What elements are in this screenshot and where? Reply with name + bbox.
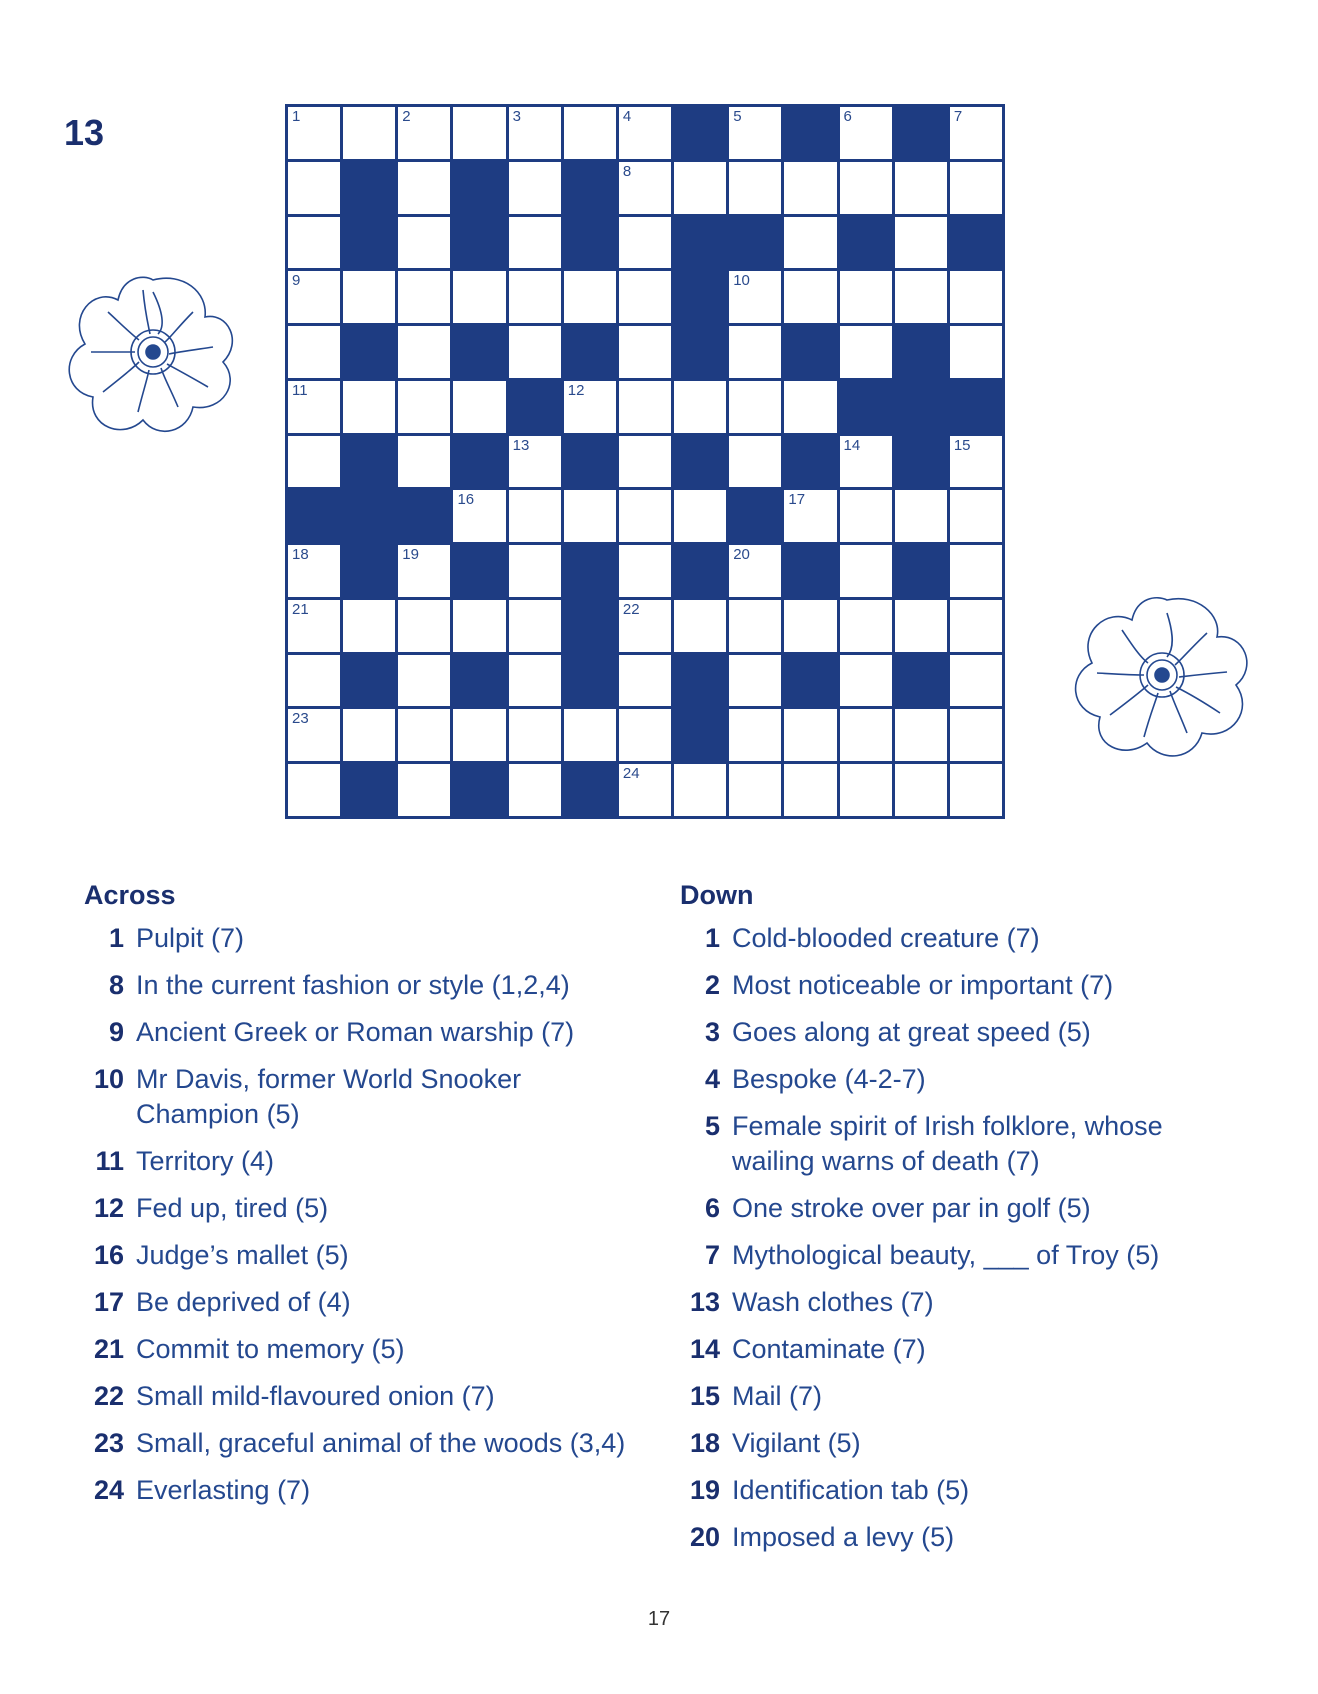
grid-cell[interactable] bbox=[619, 545, 671, 597]
grid-block bbox=[674, 545, 726, 597]
grid-cell[interactable] bbox=[619, 600, 671, 652]
grid-cell[interactable] bbox=[784, 381, 836, 433]
grid-block bbox=[343, 436, 395, 488]
grid-cell[interactable] bbox=[564, 107, 616, 159]
down-heading: Down bbox=[680, 880, 754, 910]
grid-cell[interactable] bbox=[895, 162, 947, 214]
grid-cell[interactable] bbox=[895, 764, 947, 816]
grid-block bbox=[343, 217, 395, 269]
grid-cell[interactable] bbox=[729, 655, 781, 707]
grid-cell[interactable] bbox=[784, 217, 836, 269]
grid-cell[interactable] bbox=[398, 217, 450, 269]
cell-number: 6 bbox=[843, 108, 852, 125]
grid-cell[interactable] bbox=[398, 162, 450, 214]
grid-cell[interactable] bbox=[729, 600, 781, 652]
clue-text: Fed up, tired (5) bbox=[136, 1193, 329, 1223]
across-clue bbox=[84, 1062, 644, 1132]
across-clue bbox=[84, 1426, 644, 1461]
grid-cell[interactable] bbox=[729, 271, 781, 323]
grid-cell[interactable] bbox=[784, 764, 836, 816]
grid-cell[interactable] bbox=[784, 600, 836, 652]
clue-number: 20 bbox=[689, 1522, 720, 1552]
grid-cell[interactable] bbox=[729, 436, 781, 488]
grid-cell[interactable] bbox=[784, 162, 836, 214]
clue-text: In the current fashion or style (1,2,4) bbox=[136, 970, 570, 1000]
clue-text: Everlasting (7) bbox=[136, 1475, 311, 1505]
down-clue bbox=[680, 1379, 1240, 1414]
grid-cell[interactable] bbox=[950, 545, 1002, 597]
down-clue bbox=[680, 1109, 1240, 1179]
clue-number: 1 bbox=[108, 923, 124, 953]
grid-cell[interactable] bbox=[398, 381, 450, 433]
grid-block bbox=[674, 107, 726, 159]
grid-cell[interactable] bbox=[840, 490, 892, 542]
cell-number: 13 bbox=[512, 436, 530, 454]
grid-block bbox=[784, 436, 836, 488]
cell-number: 10 bbox=[733, 272, 750, 290]
clue-text: Small mild-flavoured onion (7) bbox=[136, 1381, 495, 1411]
grid-block bbox=[729, 217, 781, 269]
grid-block bbox=[343, 162, 395, 214]
clue-number: 3 bbox=[704, 1017, 720, 1047]
grid-block bbox=[453, 217, 505, 269]
clue-text: Wash clothes (7) bbox=[732, 1287, 934, 1317]
grid-block bbox=[674, 436, 726, 488]
grid-cell[interactable] bbox=[674, 381, 726, 433]
grid-cell[interactable] bbox=[288, 271, 340, 323]
grid-block bbox=[784, 655, 836, 707]
grid-block bbox=[564, 436, 616, 488]
grid-block bbox=[453, 326, 505, 378]
grid-block bbox=[784, 326, 836, 378]
grid-cell[interactable] bbox=[453, 600, 505, 652]
grid-cell[interactable] bbox=[288, 217, 340, 269]
grid-cell[interactable] bbox=[840, 107, 892, 159]
grid-cell[interactable] bbox=[288, 436, 340, 488]
across-heading: Across bbox=[84, 880, 176, 910]
grid-cell[interactable] bbox=[398, 326, 450, 378]
grid-cell[interactable] bbox=[343, 381, 395, 433]
grid-cell[interactable] bbox=[453, 490, 505, 542]
cell-number: 12 bbox=[567, 381, 585, 399]
grid-block bbox=[453, 655, 505, 707]
grid-block bbox=[288, 490, 340, 542]
down-clue bbox=[680, 1473, 1240, 1508]
grid-block bbox=[895, 655, 947, 707]
grid-block bbox=[674, 709, 726, 761]
crossword-grid bbox=[285, 104, 1005, 819]
grid-cell[interactable] bbox=[729, 545, 781, 597]
grid-cell[interactable] bbox=[564, 709, 616, 761]
grid-cell[interactable] bbox=[840, 271, 892, 323]
grid-block bbox=[784, 107, 836, 159]
grid-block bbox=[343, 764, 395, 816]
grid-cell[interactable] bbox=[288, 381, 340, 433]
grid-cell[interactable] bbox=[619, 162, 671, 214]
grid-cell[interactable] bbox=[288, 655, 340, 707]
clue-text: Bespoke (4-2-7) bbox=[732, 1064, 926, 1094]
grid-cell[interactable] bbox=[398, 764, 450, 816]
across-clue bbox=[84, 1191, 644, 1226]
grid-cell[interactable] bbox=[453, 107, 505, 159]
grid-cell[interactable] bbox=[509, 107, 561, 159]
grid-block bbox=[895, 545, 947, 597]
grid-block bbox=[453, 436, 505, 488]
grid-cell[interactable] bbox=[398, 436, 450, 488]
cell-number: 14 bbox=[843, 436, 861, 454]
flower-illustration-right bbox=[1062, 585, 1262, 765]
down-clue bbox=[680, 1426, 1240, 1461]
clue-number: 22 bbox=[93, 1381, 124, 1411]
cell-number: 8 bbox=[622, 162, 632, 180]
clue-text: Identification tab (5) bbox=[732, 1475, 970, 1505]
grid-cell[interactable] bbox=[784, 709, 836, 761]
grid-cell[interactable] bbox=[729, 764, 781, 816]
cell-number: 2 bbox=[402, 108, 411, 125]
clue-number: 6 bbox=[704, 1193, 720, 1223]
grid-block bbox=[564, 162, 616, 214]
grid-cell[interactable] bbox=[619, 490, 671, 542]
clue-text: One stroke over par in golf (5) bbox=[732, 1193, 1091, 1223]
grid-cell[interactable] bbox=[950, 326, 1002, 378]
grid-cell[interactable] bbox=[398, 271, 450, 323]
cell-number: 5 bbox=[733, 108, 742, 125]
clue-number: 10 bbox=[93, 1064, 124, 1094]
grid-cell[interactable] bbox=[509, 764, 561, 816]
grid-cell[interactable] bbox=[840, 545, 892, 597]
cell-number: 11 bbox=[292, 381, 308, 399]
grid-cell[interactable] bbox=[840, 162, 892, 214]
grid-cell[interactable] bbox=[288, 545, 340, 597]
down-clue bbox=[680, 1285, 1240, 1320]
clue-text: Commit to memory (5) bbox=[136, 1334, 405, 1364]
cell-number: 21 bbox=[292, 600, 309, 618]
down-clue bbox=[680, 968, 1240, 1003]
grid-block bbox=[564, 217, 616, 269]
grid-cell[interactable] bbox=[784, 490, 836, 542]
clue-number: 7 bbox=[704, 1240, 720, 1270]
grid-block bbox=[343, 545, 395, 597]
grid-cell[interactable] bbox=[840, 655, 892, 707]
clue-number: 21 bbox=[93, 1334, 124, 1364]
across-clue bbox=[84, 921, 644, 956]
grid-block bbox=[343, 326, 395, 378]
clue-text: Vigilant (5) bbox=[732, 1428, 861, 1458]
clue-number: 23 bbox=[93, 1428, 124, 1458]
grid-cell[interactable] bbox=[840, 436, 892, 488]
grid-block bbox=[674, 326, 726, 378]
grid-cell[interactable] bbox=[619, 271, 671, 323]
grid-cell[interactable] bbox=[674, 162, 726, 214]
clue-text: Small, graceful animal of the woods (3,4) bbox=[136, 1428, 626, 1458]
grid-block bbox=[453, 764, 505, 816]
cell-number: 20 bbox=[733, 546, 750, 564]
grid-cell[interactable] bbox=[509, 162, 561, 214]
across-clue bbox=[84, 1285, 644, 1320]
grid-cell[interactable] bbox=[784, 271, 836, 323]
clue-number: 1 bbox=[704, 923, 720, 953]
clue-text: Ancient Greek or Roman warship (7) bbox=[136, 1017, 575, 1047]
grid-cell[interactable] bbox=[950, 490, 1002, 542]
cell-number: 1 bbox=[292, 108, 301, 125]
clue-text: Territory (4) bbox=[136, 1146, 275, 1176]
clue-number: 11 bbox=[95, 1146, 124, 1176]
grid-block bbox=[895, 326, 947, 378]
grid-cell[interactable] bbox=[895, 271, 947, 323]
clue-text: Mr Davis, former World Snooker Champion (5) bbox=[136, 1064, 522, 1129]
down-clue bbox=[680, 1520, 1240, 1555]
clue-number: 13 bbox=[689, 1287, 720, 1317]
down-clues bbox=[680, 880, 1240, 1567]
cell-number: 23 bbox=[292, 710, 309, 728]
across-clue bbox=[84, 1379, 644, 1414]
grid-cell[interactable] bbox=[729, 162, 781, 214]
cell-number: 16 bbox=[457, 491, 475, 509]
grid-block bbox=[564, 326, 616, 378]
page-number: 17 bbox=[647, 1608, 671, 1630]
grid-cell[interactable] bbox=[729, 107, 781, 159]
across-clue bbox=[84, 1473, 644, 1508]
grid-block bbox=[343, 655, 395, 707]
grid-cell[interactable] bbox=[950, 162, 1002, 214]
clue-text: Female spirit of Irish folklore, whose wailing warns of death (7) bbox=[732, 1111, 1163, 1176]
grid-cell[interactable] bbox=[950, 655, 1002, 707]
across-clue bbox=[84, 1238, 644, 1273]
grid-cell[interactable] bbox=[564, 271, 616, 323]
grid-block bbox=[564, 600, 616, 652]
cell-number: 7 bbox=[953, 108, 963, 125]
grid-cell[interactable] bbox=[950, 764, 1002, 816]
clue-number: 24 bbox=[93, 1475, 124, 1505]
grid-cell[interactable] bbox=[950, 271, 1002, 323]
cell-number: 22 bbox=[622, 600, 640, 618]
grid-cell[interactable] bbox=[619, 217, 671, 269]
clue-number: 15 bbox=[689, 1381, 720, 1411]
grid-cell[interactable] bbox=[398, 709, 450, 761]
grid-block bbox=[674, 655, 726, 707]
clue-text: Imposed a levy (5) bbox=[732, 1522, 955, 1552]
grid-cell[interactable] bbox=[840, 600, 892, 652]
grid-cell[interactable] bbox=[509, 545, 561, 597]
puzzle-number: 13 bbox=[64, 112, 105, 153]
grid-cell[interactable] bbox=[729, 381, 781, 433]
clue-number: 5 bbox=[704, 1111, 720, 1141]
grid-block bbox=[564, 655, 616, 707]
across-clue bbox=[84, 1332, 644, 1367]
down-clue bbox=[680, 921, 1240, 956]
grid-cell[interactable] bbox=[564, 381, 616, 433]
clue-number: 4 bbox=[704, 1064, 720, 1094]
clue-text: Be deprived of (4) bbox=[136, 1287, 351, 1317]
down-clue bbox=[680, 1238, 1240, 1273]
clue-number: 12 bbox=[93, 1193, 124, 1223]
grid-cell[interactable] bbox=[509, 217, 561, 269]
clue-number: 14 bbox=[689, 1334, 720, 1364]
grid-block bbox=[674, 271, 726, 323]
grid-cell[interactable] bbox=[619, 764, 671, 816]
grid-block bbox=[729, 490, 781, 542]
grid-cell[interactable] bbox=[950, 107, 1002, 159]
grid-cell[interactable] bbox=[674, 600, 726, 652]
grid-block bbox=[840, 217, 892, 269]
grid-cell[interactable] bbox=[509, 655, 561, 707]
clue-number: 8 bbox=[108, 970, 124, 1000]
grid-cell[interactable] bbox=[619, 709, 671, 761]
cell-number: 17 bbox=[788, 491, 806, 509]
clue-text: Cold-blooded creature (7) bbox=[732, 923, 1040, 953]
clue-number: 9 bbox=[108, 1017, 124, 1047]
grid-block bbox=[895, 107, 947, 159]
grid-cell[interactable] bbox=[288, 162, 340, 214]
down-clue bbox=[680, 1062, 1240, 1097]
across-clue bbox=[84, 968, 644, 1003]
down-clue bbox=[680, 1015, 1240, 1050]
grid-cell[interactable] bbox=[343, 709, 395, 761]
grid-cell[interactable] bbox=[895, 217, 947, 269]
grid-cell[interactable] bbox=[895, 709, 947, 761]
grid-block bbox=[453, 162, 505, 214]
cell-number: 19 bbox=[402, 546, 419, 564]
across-clue bbox=[84, 1144, 644, 1179]
grid-cell[interactable] bbox=[509, 436, 561, 488]
grid-block bbox=[950, 381, 1002, 433]
grid-cell[interactable] bbox=[729, 326, 781, 378]
grid-cell[interactable] bbox=[398, 107, 450, 159]
cell-number: 9 bbox=[292, 272, 301, 290]
clue-number: 18 bbox=[689, 1428, 720, 1458]
clue-text: Most noticeable or important (7) bbox=[732, 970, 1114, 1000]
clue-text: Judge’s mallet (5) bbox=[136, 1240, 349, 1270]
grid-cell[interactable] bbox=[453, 709, 505, 761]
grid-cell[interactable] bbox=[398, 655, 450, 707]
down-clue bbox=[680, 1191, 1240, 1226]
cell-number: 15 bbox=[953, 436, 971, 454]
grid-cell[interactable] bbox=[674, 490, 726, 542]
grid-cell[interactable] bbox=[840, 326, 892, 378]
down-clue bbox=[680, 1332, 1240, 1367]
grid-cell[interactable] bbox=[398, 600, 450, 652]
grid-block bbox=[950, 217, 1002, 269]
clue-text: Pulpit (7) bbox=[136, 923, 245, 953]
grid-cell[interactable] bbox=[509, 326, 561, 378]
cell-number: 24 bbox=[622, 765, 640, 783]
grid-cell[interactable] bbox=[619, 655, 671, 707]
grid-cell[interactable] bbox=[288, 600, 340, 652]
clue-text: Contaminate (7) bbox=[732, 1334, 926, 1364]
grid-block bbox=[895, 436, 947, 488]
cell-number: 4 bbox=[622, 108, 632, 125]
grid-block bbox=[398, 490, 450, 542]
grid-cell[interactable] bbox=[619, 436, 671, 488]
clue-number: 2 bbox=[704, 970, 720, 1000]
grid-cell[interactable] bbox=[288, 326, 340, 378]
grid-cell[interactable] bbox=[509, 490, 561, 542]
grid-block bbox=[895, 381, 947, 433]
across-clue bbox=[84, 1015, 644, 1050]
grid-cell[interactable] bbox=[343, 600, 395, 652]
grid-block bbox=[343, 490, 395, 542]
clue-number: 19 bbox=[689, 1475, 720, 1505]
grid-cell[interactable] bbox=[729, 709, 781, 761]
grid-block bbox=[564, 764, 616, 816]
grid-cell[interactable] bbox=[950, 709, 1002, 761]
grid-cell[interactable] bbox=[343, 107, 395, 159]
cell-number: 3 bbox=[512, 108, 521, 125]
grid-cell[interactable] bbox=[895, 490, 947, 542]
grid-block bbox=[564, 545, 616, 597]
grid-cell[interactable] bbox=[564, 490, 616, 542]
grid-cell[interactable] bbox=[288, 107, 340, 159]
grid-cell[interactable] bbox=[840, 709, 892, 761]
clue-number: 17 bbox=[93, 1287, 124, 1317]
grid-block bbox=[840, 381, 892, 433]
clue-text: Mail (7) bbox=[732, 1381, 823, 1411]
grid-cell[interactable] bbox=[509, 709, 561, 761]
grid-cell[interactable] bbox=[453, 381, 505, 433]
grid-cell[interactable] bbox=[950, 436, 1002, 488]
grid-cell[interactable] bbox=[619, 107, 671, 159]
grid-cell[interactable] bbox=[950, 600, 1002, 652]
grid-block bbox=[509, 381, 561, 433]
grid-cell[interactable] bbox=[619, 326, 671, 378]
grid-block bbox=[674, 217, 726, 269]
grid-cell[interactable] bbox=[398, 545, 450, 597]
grid-cell[interactable] bbox=[509, 600, 561, 652]
grid-cell[interactable] bbox=[453, 271, 505, 323]
grid-cell[interactable] bbox=[619, 381, 671, 433]
across-clues bbox=[84, 880, 644, 1520]
flower-illustration-left bbox=[58, 262, 248, 442]
grid-cell[interactable] bbox=[895, 600, 947, 652]
grid-cell[interactable] bbox=[840, 764, 892, 816]
clue-number: 16 bbox=[93, 1240, 124, 1270]
cell-number: 18 bbox=[292, 546, 309, 564]
clue-text: Mythological beauty, ___ of Troy (5) bbox=[732, 1240, 1160, 1270]
grid-cell[interactable] bbox=[288, 709, 340, 761]
clue-text: Goes along at great speed (5) bbox=[732, 1017, 1091, 1047]
grid-cell[interactable] bbox=[343, 271, 395, 323]
grid-block bbox=[453, 545, 505, 597]
grid-block bbox=[784, 545, 836, 597]
grid-cell[interactable] bbox=[288, 764, 340, 816]
grid-cell[interactable] bbox=[674, 764, 726, 816]
grid-cell[interactable] bbox=[509, 271, 561, 323]
